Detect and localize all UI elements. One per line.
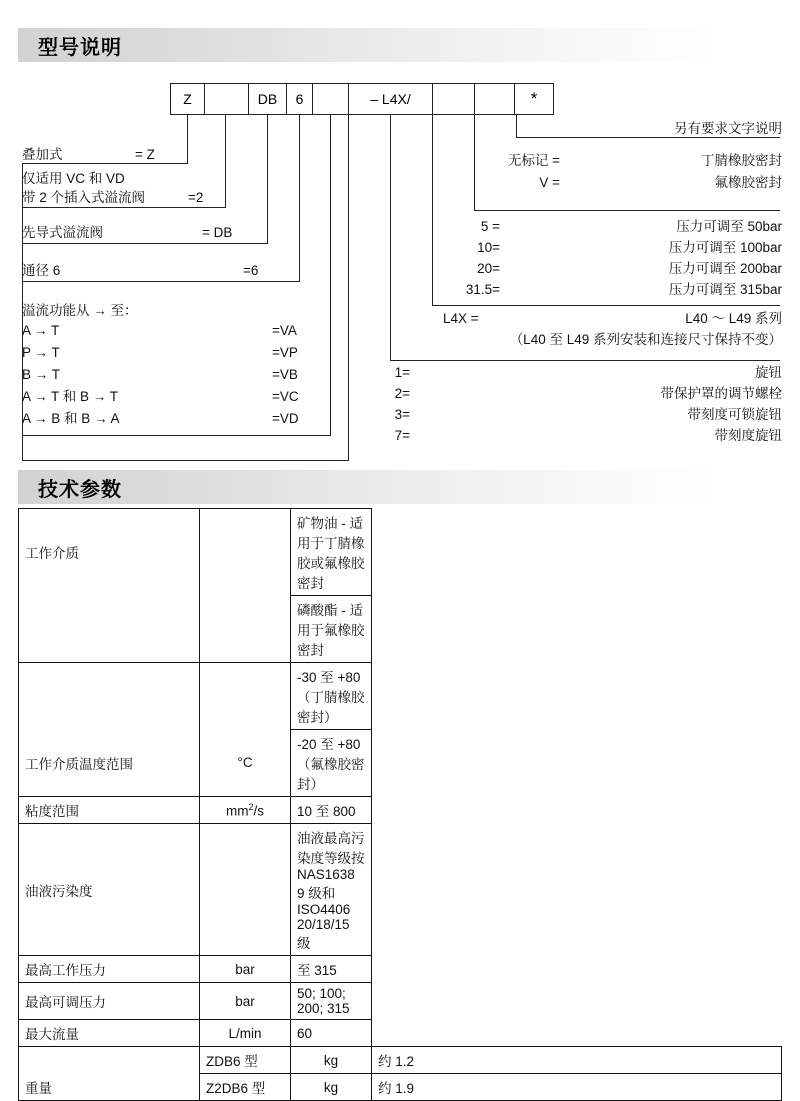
seal-code-0: 无标记 = <box>507 153 560 168</box>
label-vc-vd: 仅适用 VC 和 VD <box>22 171 125 186</box>
row-value-weight-z2db6: 约 1.9 <box>372 1074 782 1101</box>
label-pilot: 先导式溢流阀 <box>22 225 103 240</box>
pressure-code-2: 20= <box>477 261 500 276</box>
overflow-flow-2: B → T <box>22 367 61 382</box>
label-two-cartridge: 带 2 个插入式溢流阀 <box>22 190 146 205</box>
connector-line <box>432 305 780 306</box>
row-label-medium: 工作介质 <box>19 509 200 596</box>
row-unit-max-flow: L/min <box>200 1020 291 1047</box>
pressure-code-1: 10= <box>477 240 500 255</box>
overflow-code-4: =VD <box>272 411 299 426</box>
connector-line <box>348 115 349 460</box>
row-unit-viscosity <box>200 797 291 824</box>
adjust-code-0: 1= <box>394 365 410 380</box>
connector-line <box>22 243 268 244</box>
row-unit-contamination <box>200 824 291 956</box>
pressure-text-3: 压力可调至 315bar <box>668 282 782 297</box>
label-size: 通径 6 <box>22 263 61 278</box>
table-row-contamination <box>19 824 782 956</box>
code-cell-5: – L4X/ <box>349 84 433 114</box>
label-size-code: =6 <box>243 263 259 278</box>
overflow-flow-0: A → T <box>22 323 60 338</box>
code-cell-6 <box>433 84 475 114</box>
label-stacked-code: = Z <box>135 147 155 162</box>
section-title-model: 型号说明 <box>38 36 122 59</box>
connector-line <box>474 115 475 210</box>
overflow-flow-4: A → B 和 B → A <box>22 411 120 426</box>
row-value-max-adjustable-pressure: 50; 100; 200; 315 <box>291 983 372 1020</box>
technical-parameters-table <box>18 508 782 1101</box>
row-label-viscosity: 粘度范围 <box>19 797 200 824</box>
unit-superscript: 2 <box>248 801 254 812</box>
row-value-temperature-fkm: -20 至 +80（氟橡胶密封） <box>291 730 372 797</box>
row-value-medium-phosphate: 磷酸酯 - 适用于氟橡胶密封 <box>291 596 372 663</box>
row-unit-temperature-text: °C <box>200 730 291 797</box>
label-stacked-text: 叠加式 <box>22 147 63 162</box>
pressure-text-0: 压力可调至 50bar <box>676 219 782 234</box>
overflow-flow-3: A → T 和 B → T <box>22 389 119 404</box>
connector-line <box>330 115 331 435</box>
overflow-code-3: =VC <box>272 389 299 404</box>
code-cell-2: DB <box>249 84 287 114</box>
pressure-code-0: 5 = <box>480 219 500 234</box>
label-stacked <box>22 146 63 164</box>
code-cell-7 <box>475 84 515 114</box>
row-unit-temperature <box>200 663 291 730</box>
row-label-temperature <box>19 663 200 730</box>
adjust-code-1: 2= <box>394 386 410 401</box>
row-value-viscosity: 10 至 800 <box>291 797 372 824</box>
label-two-cartridge-code: =2 <box>188 190 204 205</box>
pressure-text-1: 压力可调至 100bar <box>668 240 782 255</box>
table-row-weight-zdb6 <box>19 1047 782 1074</box>
code-cell-0: Z <box>171 84 205 114</box>
row-label-max-working-pressure: 最高工作压力 <box>19 956 200 983</box>
code-cell-4 <box>313 84 349 114</box>
connector-line <box>516 115 517 137</box>
overflow-flow-1: P → T <box>22 345 60 360</box>
section-title-tech: 技术参数 <box>38 478 122 501</box>
label-series-text: L40 ～ L49 系列 <box>685 311 782 326</box>
connector-line <box>225 115 226 207</box>
connector-line <box>22 435 331 436</box>
connector-line <box>22 460 349 461</box>
connector-line <box>474 210 780 211</box>
connector-line <box>22 281 300 282</box>
table-row-viscosity <box>19 797 782 824</box>
adjust-text-0: 旋钮 <box>755 365 782 380</box>
unit-mm: mm <box>225 803 249 819</box>
row-value-max-working-pressure: 至 315 <box>291 956 372 983</box>
unit-per-s: /s <box>253 803 265 819</box>
row-label-max-adjustable-pressure: 最高可调压力 <box>19 983 200 1020</box>
label-pilot-code: = DB <box>202 225 233 240</box>
section-header-tech <box>18 470 782 504</box>
row-variant-zdb6: ZDB6 型 <box>200 1047 291 1074</box>
row-label-weight <box>19 1047 200 1074</box>
overflow-code-0: =VA <box>272 323 297 338</box>
overflow-code-2: =VB <box>272 367 298 382</box>
model-code-diagram <box>0 0 800 470</box>
table-row-medium-1 <box>19 509 782 596</box>
code-cell-1 <box>205 84 249 114</box>
row-value-medium-mineral: 矿物油 - 适用于丁腈橡胶或氟橡胶密封 <box>291 509 372 596</box>
adjust-text-1: 带保护罩的调节螺栓 <box>660 386 782 401</box>
row-unit-max-working-pressure: bar <box>200 956 291 983</box>
connector-line <box>432 115 433 305</box>
row-value-temperature-nbr: -30 至 +80（丁腈橡胶密封） <box>291 663 372 730</box>
row-unit-weight-z2db6: kg <box>291 1074 372 1101</box>
seal-text-0: 丁腈橡胶密封 <box>701 153 782 168</box>
adjust-code-3: 7= <box>394 428 410 443</box>
row-unit-max-adjustable-pressure: bar <box>200 983 291 1020</box>
table-row-temperature-2 <box>19 730 782 797</box>
connector-line <box>299 115 300 281</box>
row-label-weight-text: 重量 <box>19 1074 200 1101</box>
table-row-temperature-1 <box>19 663 782 730</box>
adjust-text-2: 带刻度可锁旋钮 <box>687 407 782 422</box>
label-overflow-heading: 溢流功能从 → 至： <box>22 303 138 318</box>
table-row-medium-2 <box>19 596 782 663</box>
code-cell-8: * <box>530 89 538 108</box>
label-series-code: L4X = <box>443 311 479 326</box>
model-code-row <box>170 83 554 115</box>
table-row-max-flow <box>19 1020 782 1047</box>
connector-line <box>390 360 780 361</box>
code-cell-3: 6 <box>287 84 313 114</box>
connector-line <box>390 115 391 360</box>
row-label-medium-cont <box>19 596 200 663</box>
row-unit-weight-zdb6: kg <box>291 1047 372 1074</box>
row-variant-z2db6: Z2DB6 型 <box>200 1074 291 1101</box>
table-row-max-adjustable-pressure <box>19 983 782 1020</box>
row-label-max-flow: 最大流量 <box>19 1020 200 1047</box>
adjust-code-2: 3= <box>394 407 410 422</box>
row-unit-medium <box>200 509 291 596</box>
row-value-weight-zdb6: 约 1.2 <box>372 1047 782 1074</box>
connector-line <box>267 115 268 243</box>
seal-text-1: 氟橡胶密封 <box>714 175 782 190</box>
pressure-text-2: 压力可调至 200bar <box>668 261 782 276</box>
table-row-weight-z2db6 <box>19 1074 782 1101</box>
row-unit-medium-cont <box>200 596 291 663</box>
adjust-text-3: 带刻度旋钮 <box>714 428 782 443</box>
label-extra-note: 另有要求文字说明 <box>674 121 782 136</box>
connector-line <box>187 115 188 163</box>
row-label-temperature-text: 工作介质温度范围 <box>19 730 200 797</box>
row-value-contamination: 油液最高污染度等级按 NAS1638 9 级和 ISO4406 20/18/15 级 <box>291 824 372 956</box>
pressure-code-3: 31.5= <box>465 282 500 297</box>
label-series-note: （L40 至 L49 系列安装和连接尺寸保持不变） <box>509 332 782 347</box>
table-row-max-working-pressure <box>19 956 782 983</box>
row-value-max-flow: 60 <box>291 1020 372 1047</box>
overflow-code-1: =VP <box>272 345 298 360</box>
row-label-contamination: 油液污染度 <box>19 824 200 956</box>
seal-code-1: V = <box>539 175 560 190</box>
